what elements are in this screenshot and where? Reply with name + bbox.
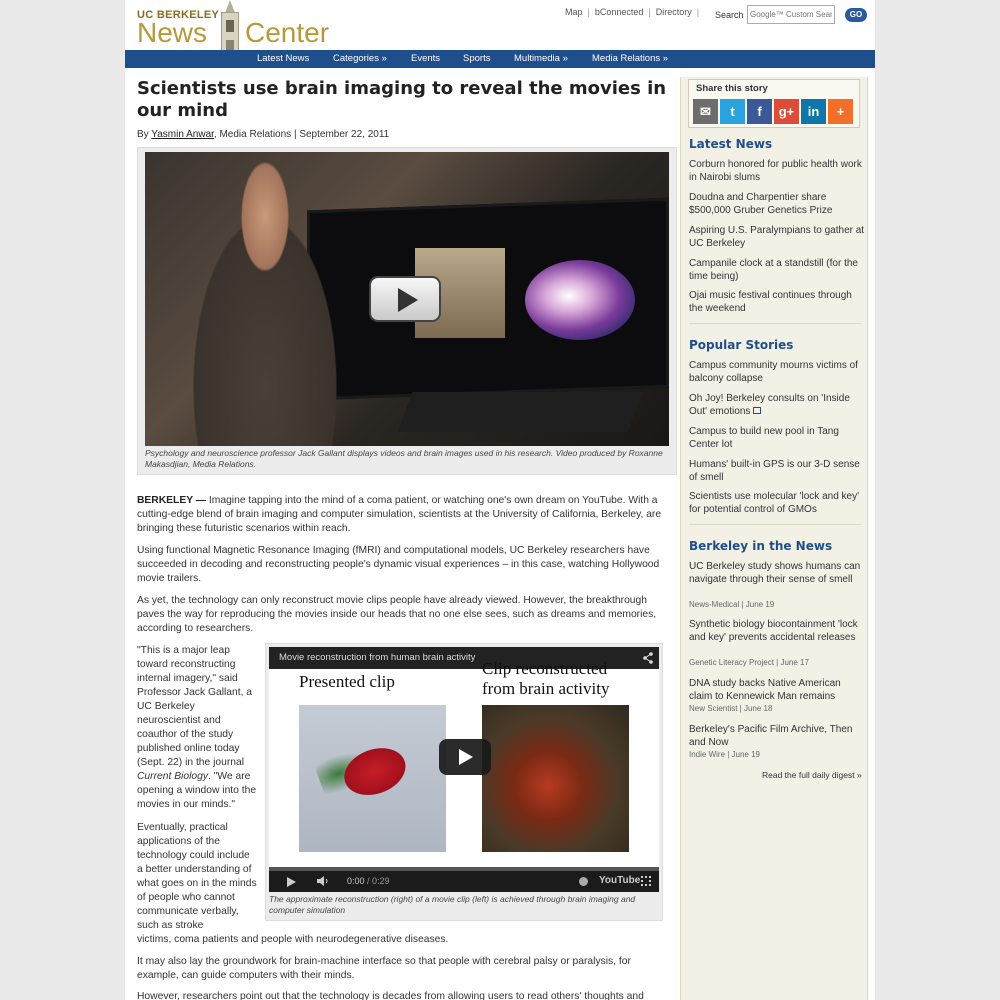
video2-caption: The approximate reconstruction (right) of a movie clip (left) is achieved through brain imaging and computer simulation xyxy=(269,894,636,915)
in-news-source: New Scientist | June 18 xyxy=(689,704,773,713)
divider xyxy=(689,524,861,525)
search-input[interactable] xyxy=(747,5,835,24)
nav-sports[interactable]: Sports xyxy=(463,53,491,64)
video-icon xyxy=(753,407,761,414)
latest-news-heading: Latest News xyxy=(689,137,773,151)
featured-video xyxy=(137,147,677,475)
daily-digest-link[interactable]: Read the full daily digest » xyxy=(762,770,862,780)
professor-image xyxy=(165,152,365,446)
popular-stories-heading: Popular Stories xyxy=(689,338,794,352)
nav-multimedia[interactable]: Multimedia » xyxy=(514,53,568,64)
byline-meta: , Media Relations | September 22, 2011 xyxy=(213,129,390,140)
presented-clip-label: Presented clip xyxy=(299,672,395,691)
logo-news: News xyxy=(137,17,208,48)
video-thumbnail[interactable] xyxy=(145,152,669,446)
popular-story-item[interactable]: Campus to build new pool in Tang Center lot xyxy=(689,426,839,450)
sidebar xyxy=(680,77,868,1000)
paragraph-4-text-a: "This is a major leap toward reconstructing internal imagery," said Professor Jack Gallant, a UC Berkeley neuroscientist and coauthor of the study published online today (Sept. 22) in the journal xyxy=(137,645,253,768)
latest-news-item[interactable]: Doudna and Charpentier share $500,000 Gruber Genetics Prize xyxy=(689,192,833,216)
page xyxy=(125,0,875,1000)
share-title: Share this story xyxy=(696,83,768,94)
reconstructed-clip-image xyxy=(482,705,629,852)
popular-story-item[interactable]: Campus community mourns victims of balcony collapse xyxy=(689,360,858,384)
logo-center: Center xyxy=(245,17,330,48)
paragraph-5-narrow: Eventually, practical applications of the technology could include a better understanding of what goes on in the minds of people who cannot communicate verbally, such as stroke xyxy=(137,822,257,931)
email-icon[interactable]: ✉ xyxy=(693,99,718,124)
fullscreen-icon[interactable] xyxy=(641,876,651,886)
in-news-source: Indie Wire | June 19 xyxy=(689,750,761,759)
paragraph-1-text: Imagine tapping into the mind of a coma patient, or watching one's own dream on YouTube. With a cutting-edge blend of brain imaging and computer simulation, scientists at the University of California, Berkeley, are bringing these futuristic scenarios within reach. xyxy=(137,495,662,534)
youtube-logo[interactable]: YouTube xyxy=(599,875,641,886)
more-icon[interactable]: + xyxy=(828,99,853,124)
play-control-icon[interactable] xyxy=(287,877,296,887)
paragraph-4-text-b: . "We are opening a window into the movies in our minds." xyxy=(137,771,257,810)
share-box xyxy=(688,79,860,128)
video-title[interactable]: Movie reconstruction from human brain activity xyxy=(279,652,476,663)
article-header xyxy=(137,78,677,140)
search-label: Search xyxy=(715,10,744,20)
paragraph-6: It may also lay the groundwork for brain-machine interface so that people with cerebral palsy or paralysis, for example, can guide computers with their minds. xyxy=(137,956,631,981)
paragraph-4 xyxy=(137,644,257,812)
reconstructed-label-line-2: from brain activity xyxy=(482,679,610,698)
reconstructed-clip-label xyxy=(482,659,609,699)
reconstructed-label-line-1: Clip reconstructed xyxy=(482,659,608,678)
latest-news-item[interactable]: Ojai music festival continues through the weekend xyxy=(689,290,852,314)
article-title: Scientists use brain imaging to reveal the movies in our mind xyxy=(137,78,667,121)
keyboard-image xyxy=(398,392,643,432)
time-display xyxy=(347,876,390,886)
author-link[interactable]: Yasmin Anwar xyxy=(151,129,214,140)
in-news-item[interactable]: Synthetic biology biocontainment 'lock and key' prevents accidental releases xyxy=(689,619,858,643)
paragraph-1 xyxy=(137,494,662,536)
brain-scan-image xyxy=(525,260,635,340)
video-controls xyxy=(269,871,659,892)
map-link[interactable]: Map xyxy=(565,7,583,17)
twitter-icon[interactable]: t xyxy=(720,99,745,124)
play-icon[interactable] xyxy=(369,276,441,322)
play-icon[interactable] xyxy=(439,739,491,775)
in-news-source: Genetic Literacy Project | June 17 xyxy=(689,658,809,667)
search-go-button[interactable]: GO xyxy=(845,8,867,22)
in-news-source: News-Medical | June 19 xyxy=(689,600,775,609)
paragraph-7: However, researchers point out that the technology is decades from allowing users to read others' thoughts and xyxy=(137,991,644,1000)
volume-icon[interactable] xyxy=(317,876,329,886)
byline xyxy=(137,129,677,140)
nav-media-relations[interactable]: Media Relations » xyxy=(592,53,669,64)
byline-by: By xyxy=(137,129,152,140)
directory-link[interactable]: Directory xyxy=(655,7,692,17)
parrot-image xyxy=(310,720,428,820)
share-icon[interactable] xyxy=(643,652,653,664)
popular-story-item[interactable]: Humans' built-in GPS is our 3-D sense of smell xyxy=(689,459,860,483)
logo-uc-berkeley: UC BERKELEY xyxy=(137,9,220,21)
popular-story-item[interactable] xyxy=(689,393,865,418)
berkeley-in-the-news-heading: Berkeley in the News xyxy=(689,539,833,553)
time-current: 0:00 xyxy=(347,876,365,886)
google-plus-icon[interactable]: g+ xyxy=(774,99,799,124)
watch-later-icon[interactable] xyxy=(579,877,588,886)
site-header xyxy=(125,0,875,50)
latest-news-item[interactable]: Corburn honored for public health work in Nairobi slums xyxy=(689,159,862,183)
time-duration: / 0:29 xyxy=(364,876,390,886)
linkedin-icon[interactable]: in xyxy=(801,99,826,124)
video-caption: Psychology and neuroscience professor Jack Gallant displays videos and brain images used in his research. Video produced by Roxanne Makasdjian, Media Relations. xyxy=(145,448,663,469)
paragraph-2: Using functional Magnetic Resonance Imaging (fMRI) and computational models, UC Berkeley researchers have succeeded in decoding and reconstructing people's dynamic visual experiences – in this case, watching Hollywood movie trailers. xyxy=(137,545,660,584)
in-news-item[interactable]: DNA study backs Native American claim to Kennewick Man remains xyxy=(689,678,841,702)
utility-links: Map | bConnected | Directory | xyxy=(565,7,700,17)
journal-name: Current Biology xyxy=(137,771,208,782)
in-news-item[interactable]: UC Berkeley study shows humans can navigate through their sense of smell xyxy=(689,561,861,585)
popular-story-title: Oh Joy! Berkeley consults on 'Inside Out' emotions xyxy=(689,393,850,417)
main-nav xyxy=(125,50,875,68)
presented-clip-image xyxy=(299,705,446,852)
latest-news-item[interactable]: Aspiring U.S. Paralympians to gather at UC Berkeley xyxy=(689,225,865,249)
nav-events[interactable]: Events xyxy=(411,53,441,64)
paragraph-5-wide: victims, coma patients and people with neurodegenerative diseases. xyxy=(137,934,449,945)
paragraph-3: As yet, the technology can only reconstruct movie clips people have already viewed. However, the breakthrough paves the way for reproducing the movies inside our heads that no one else sees, such as dreams and memories, according to researchers. xyxy=(137,595,657,634)
popular-story-item[interactable]: Scientists use molecular 'lock and key' for potential control of GMOs xyxy=(689,491,860,515)
dateline: BERKELEY — xyxy=(137,495,207,506)
bconnected-link[interactable]: bConnected xyxy=(594,7,644,17)
embedded-youtube-video xyxy=(265,643,663,921)
in-news-item[interactable]: Berkeley's Pacific Film Archive, Then and Now xyxy=(689,724,853,748)
facebook-icon[interactable]: f xyxy=(747,99,772,124)
divider xyxy=(689,323,861,324)
video-player[interactable] xyxy=(269,647,659,892)
nav-categories[interactable]: Categories » xyxy=(333,53,387,64)
nav-latest-news[interactable]: Latest News xyxy=(257,53,310,64)
latest-news-item[interactable]: Campanile clock at a standstill (for the time being) xyxy=(689,258,858,282)
